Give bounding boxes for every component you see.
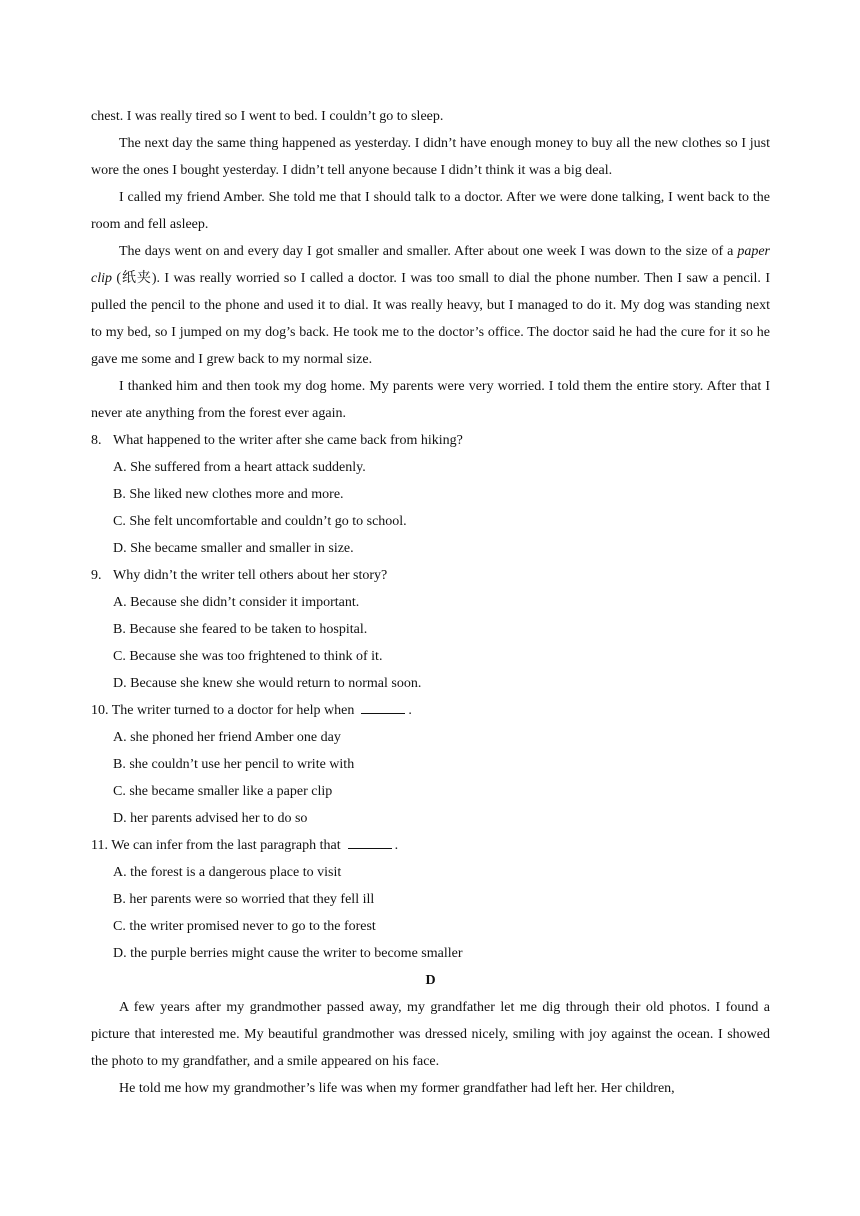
- option: D. She became smaller and smaller in size.: [113, 541, 354, 556]
- question-9: [91, 562, 770, 589]
- option: A. Because she didn’t consider it important.: [113, 595, 360, 610]
- option: B. Because she feared to be taken to hospital.: [113, 622, 368, 637]
- question-number: 8.: [91, 433, 102, 448]
- period: .: [408, 703, 412, 718]
- question-text: What happened to the writer after she came back from hiking?: [113, 433, 463, 448]
- answer-blank: [361, 701, 405, 714]
- question-text: The writer turned to a doctor for help when: [111, 703, 355, 718]
- italic-term: paper clip: [91, 244, 770, 286]
- option: C. Because she was too frightened to think of it.: [113, 649, 383, 664]
- passage-paragraph: A few years after my grandmother passed away, my grandfather let me dig through their old photos. I found a picture that interested me. My beautiful grandmother was dressed nicely, smiling with joy against the ocean. I showed the photo to my grandfather, and a smile appeared on his face.: [91, 1000, 770, 1069]
- question-number: 9.: [91, 568, 102, 583]
- passage-paragraph: [91, 238, 770, 373]
- option: C. the writer promised never to go to the forest: [113, 919, 376, 934]
- section-heading: D: [425, 973, 436, 988]
- document-page: [91, 103, 770, 1102]
- question-text: We can infer from the last paragraph that: [111, 838, 341, 853]
- option: B. She liked new clothes more and more.: [113, 487, 344, 502]
- option: C. she became smaller like a paper clip: [113, 784, 333, 799]
- option: D. her parents advised her to do so: [113, 811, 308, 826]
- question-number: 10.: [91, 703, 109, 718]
- option: A. the forest is a dangerous place to visit: [113, 865, 342, 880]
- passage-paragraph: I called my friend Amber. She told me that I should talk to a doctor. After we were done talking, I went back to the room and fell asleep.: [91, 190, 770, 232]
- question-8: [91, 427, 770, 454]
- paragraph-text: (纸夹). I was really worried so I called a doctor. I was too small to dial the phone number. Then I saw a pencil. I pulled the pencil to the phone and used it to dial. It was really heavy, but I managed to do it. My dog was standing next to my bed, so I jumped on my dog’s back. He took me to the doctor’s office. The doctor said he had the cure for it so he gave me some and I grew back to my normal size.: [91, 271, 770, 367]
- period: .: [394, 838, 399, 853]
- option: B. her parents were so worried that they fell ill: [113, 892, 375, 907]
- option: D. Because she knew she would return to normal soon.: [113, 676, 422, 691]
- passage-paragraph: I thanked him and then took my dog home. My parents were very worried. I told them the entire story. After that I never ate anything from the forest ever again.: [91, 379, 770, 421]
- option: C. She felt uncomfortable and couldn’t go to school.: [113, 514, 407, 529]
- question-number: 11.: [91, 838, 108, 853]
- question-text: Why didn’t the writer tell others about her story?: [113, 568, 388, 583]
- passage-paragraph: The next day the same thing happened as yesterday. I didn’t have enough money to buy all the new clothes so I just wore the ones I bought yesterday. I didn’t tell anyone because I didn’t think it was a big deal.: [91, 136, 770, 178]
- question-10: [91, 697, 770, 724]
- paragraph-text: The days went on and every day I got smaller and smaller. After about one week I was down to the size of a: [119, 244, 738, 259]
- option: B. she couldn’t use her pencil to write with: [113, 757, 355, 772]
- passage-paragraph: chest. I was really tired so I went to bed. I couldn’t go to sleep.: [91, 109, 444, 124]
- question-11: [91, 832, 770, 859]
- option: D. the purple berries might cause the writer to become smaller: [113, 946, 463, 961]
- passage-paragraph: He told me how my grandmother’s life was when my former grandfather had left her. Her children,: [119, 1081, 675, 1096]
- option: A. she phoned her friend Amber one day: [113, 730, 341, 745]
- answer-blank: [348, 836, 392, 849]
- option: A. She suffered from a heart attack suddenly.: [113, 460, 366, 475]
